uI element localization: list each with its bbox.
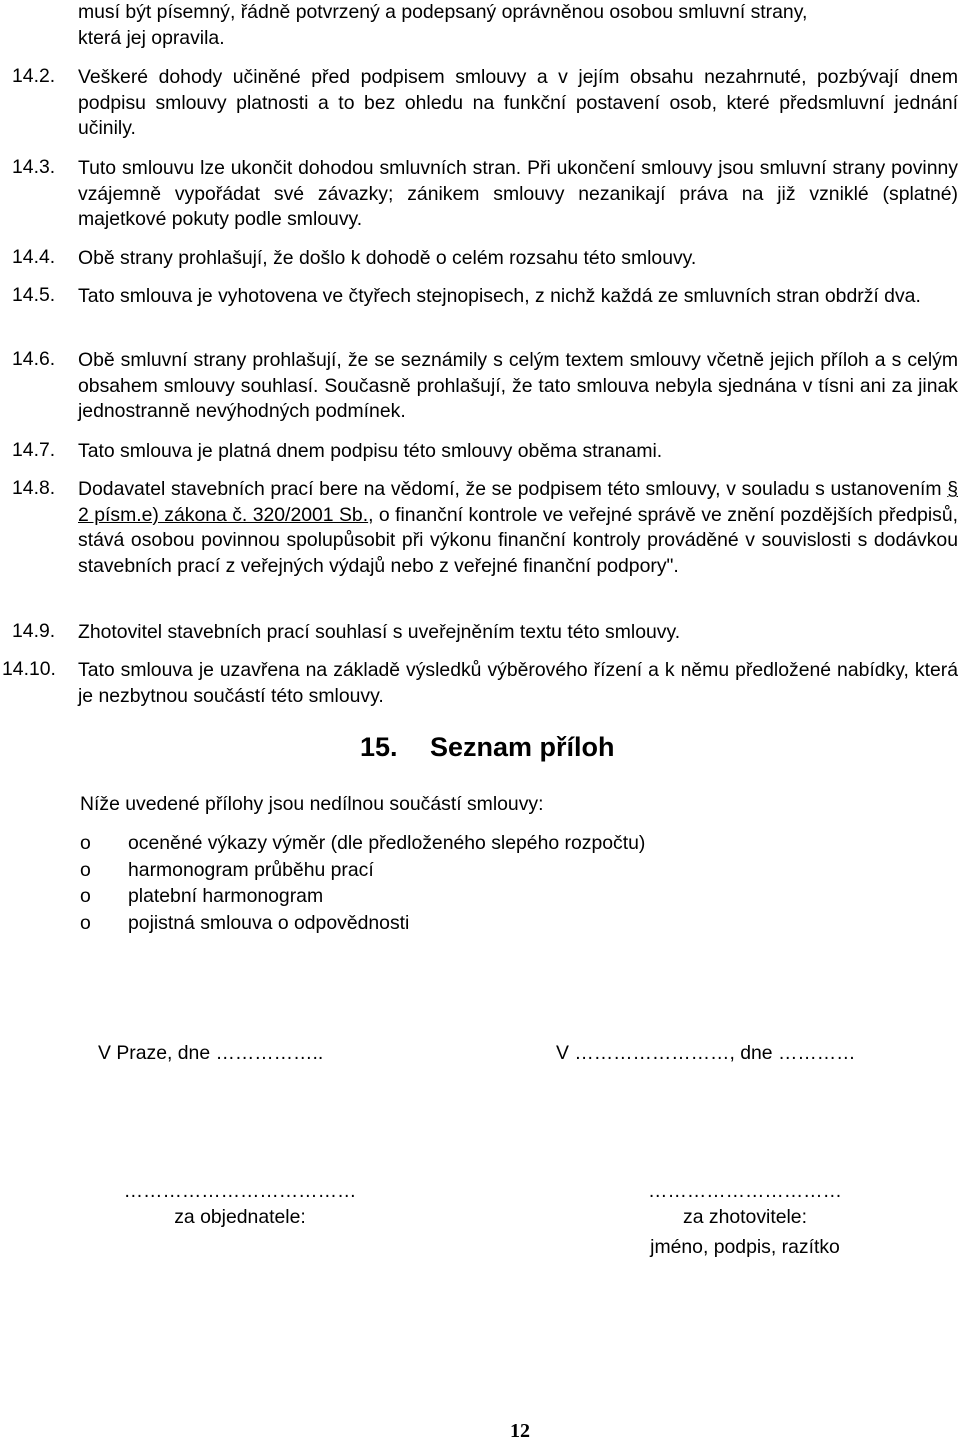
section-number: 15. (360, 732, 398, 762)
clause-number: 14.7. (12, 439, 56, 461)
clause-text (78, 477, 958, 579)
clause-number: 14.8. (12, 477, 56, 499)
continuation-line-2: která jej opravila. (78, 26, 225, 49)
attachment-label: platební harmonogram (128, 885, 324, 908)
bullet-icon: o (80, 858, 91, 881)
clause-number: 14.6. (12, 348, 56, 370)
clause-text: Tato smlouva je uzavřena na základě výsledků výběrového řízení a k němu předložené nabídky, která je nezbytnou součástí této smlouvy. (78, 659, 958, 707)
clause-text: Tuto smlouvu lze ukončit dohodou smluvních stran. Při ukončení smlouvy jsou smluvní strany povinny vzájemně vypořádat své závazky; zánikem smlouvy nezanikají práva na již vzniklé (splatné) majetkové pokuty podle smlouvy. (78, 157, 958, 231)
clause-text: Tato smlouva je platná dnem podpisu této smlouvy oběma stranami. (78, 440, 663, 462)
law-reference-link[interactable]: § 2 písm.e) zákona č. 320/2001 Sb. (78, 478, 958, 526)
clause-text: Zhotovitel stavebních prací souhlasí s uveřejněním textu této smlouvy. (78, 621, 681, 643)
signature-line: ……………………………… (123, 1180, 357, 1202)
clause-number: 14.5. (12, 284, 56, 306)
attachment-label: pojistná smlouva o odpovědnosti (128, 911, 410, 934)
clause-text: Obě smluvní strany prohlašují, že se seznámily s celým textem smlouvy včetně jejich příloh a s celým obsahem smlouvy souhlasí. Současně prohlašují, že tato smlouva nebyla sjednána v tísni ani za jinak jednostranně nevýhodných podmínek. (78, 349, 958, 423)
clause-text: Tato smlouva je vyhotovena ve čtyřech stejnopisech, z nichž každá ze smluvních stran obdrží dva. (78, 285, 921, 307)
bullet-icon: o (80, 885, 91, 908)
clause-number: 14.9. (12, 620, 56, 642)
signature-block-contractor (565, 1180, 925, 1262)
attachments-intro: Níže uvedené přílohy jsou nedílnou součástí smlouvy: (80, 793, 544, 815)
clause-number: 14.3. (12, 156, 56, 178)
clause-text-before: Dodavatel stavebních prací bere na vědomí, že se podpisem této smlouvy, v souladu s ustanovením (78, 478, 948, 500)
bullet-icon: o (80, 832, 91, 854)
continuation-line-1: musí být písemný, řádně potvrzený a podepsaný oprávněnou osobou smluvní strany, (78, 1, 808, 23)
signature-label: za zhotovitele: (683, 1206, 807, 1228)
bullet-icon: o (80, 911, 91, 934)
place-date-right: V ……………………, dne ………… (556, 1042, 856, 1064)
clause-text: Obě strany prohlašují, že došlo k dohodě o celém rozsahu této smlouvy. (78, 247, 697, 269)
signature-sublabel: jméno, podpis, razítko (650, 1236, 840, 1258)
continuation-text (78, 0, 958, 51)
section-title: Seznam příloh (430, 732, 615, 762)
signature-label: za objednatele: (174, 1206, 306, 1228)
signature-block-client (60, 1180, 420, 1232)
attachment-label: oceněné výkazy výměr (dle předloženého slepého rozpočtu) (128, 832, 646, 854)
clause-text-after: , o finanční kontrole ve veřejné správě ve znění pozdějších předpisů, stává osobou povinnou spolupůsobit při výkonu finanční kontroly prováděné v souvislosti s dodávkou stavebních prací z veřejných výdajů nebo z veřejné finanční podpory". (78, 503, 958, 577)
clause-number: 14.10. (2, 658, 56, 680)
clause-number: 14.4. (12, 246, 56, 268)
place-date-left: V Praze, dne …………….. (98, 1042, 324, 1064)
page-number: 12 (510, 1420, 530, 1442)
clause-number: 14.2. (12, 65, 56, 87)
clause-text: Veškeré dohody učiněné před podpisem smlouvy a v jejím obsahu nezahrnuté, pozbývají dnem podpisu smlouvy platnosti a to bez ohledu na funkční postavení osob, které předsmluvní jednání učinily. (78, 66, 958, 140)
signature-line: ………………………… (648, 1180, 842, 1202)
attachment-label: harmonogram průběhu prací (128, 858, 374, 881)
